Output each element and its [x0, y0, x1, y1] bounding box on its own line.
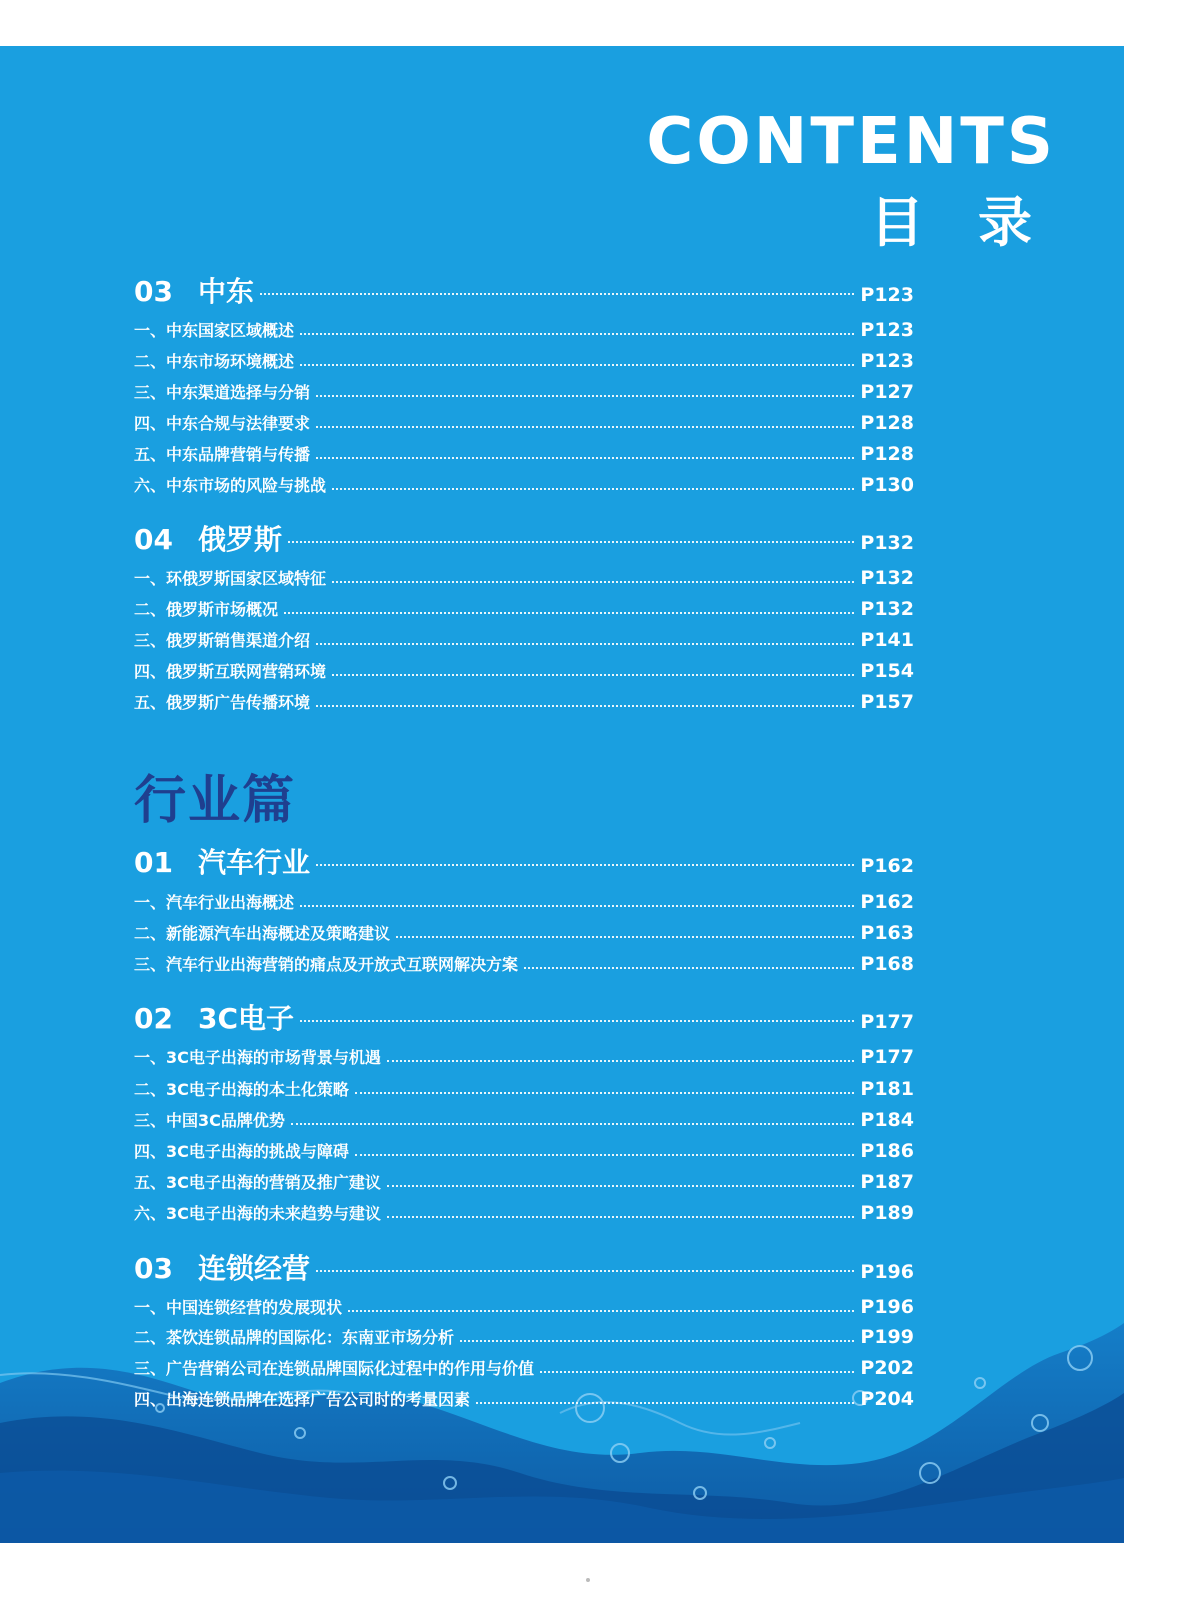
chapter-label — [134, 1247, 310, 1287]
chapter-page: P196 — [860, 1261, 914, 1283]
dot-leader — [348, 1310, 854, 1312]
item-page: P177 — [860, 1046, 914, 1068]
toc-item-row[interactable] — [134, 411, 914, 434]
dot-leader — [332, 581, 854, 583]
contents-title-en: CONTENTS — [646, 105, 1056, 179]
toc-item-row[interactable] — [134, 1045, 914, 1068]
dot-leader — [396, 936, 854, 938]
item-label: 五、3C电子出海的营销及推广建议 — [134, 1173, 381, 1192]
item-page: P168 — [860, 953, 914, 975]
toc-item-row[interactable] — [134, 952, 914, 975]
item-page: P187 — [860, 1171, 914, 1193]
chapter-number: 03 — [134, 1252, 173, 1285]
item-page: P204 — [860, 1388, 914, 1410]
dot-leader — [387, 1185, 855, 1187]
item-label: 二、中东市场环境概述 — [134, 352, 295, 371]
chapter-page: P123 — [860, 284, 914, 306]
dot-leader — [355, 1092, 855, 1094]
item-label: 二、3C电子出海的本土化策略 — [134, 1080, 349, 1099]
chapter-label — [134, 841, 310, 881]
dot-leader — [460, 1340, 854, 1342]
toc-item-row[interactable] — [134, 690, 914, 713]
item-page: P128 — [860, 412, 914, 434]
item-page: P196 — [860, 1296, 914, 1318]
item-label: 三、中东渠道选择与分销 — [134, 383, 311, 402]
toc-item-row[interactable] — [134, 1387, 914, 1410]
item-page: P199 — [860, 1326, 914, 1348]
dot-leader — [291, 1123, 855, 1125]
part-title: 行业篇 — [134, 771, 297, 831]
dot-leader — [387, 1216, 855, 1218]
item-label: 一、环俄罗斯国家区域特征 — [134, 569, 327, 588]
dot-leader — [260, 293, 854, 295]
item-label: 五、俄罗斯广告传播环境 — [134, 693, 311, 712]
item-page: P128 — [860, 443, 914, 465]
item-label: 二、俄罗斯市场概况 — [134, 600, 279, 619]
toc-item-row[interactable] — [134, 1077, 914, 1100]
chapter-label — [134, 518, 282, 558]
item-label: 二、新能源汽车出海概述及策略建议 — [134, 924, 391, 943]
toc-chapter-row[interactable] — [134, 518, 914, 558]
toc-chapter-row[interactable] — [134, 270, 914, 310]
chapter-label — [134, 997, 294, 1037]
toc-item-row[interactable] — [134, 890, 914, 913]
item-page: P186 — [860, 1140, 914, 1162]
toc-item-row[interactable] — [134, 1139, 914, 1162]
chapter-number: 03 — [134, 275, 173, 308]
chapter-title: 俄罗斯 — [198, 523, 283, 556]
toc-item-row[interactable] — [134, 1170, 914, 1193]
dot-leader — [288, 541, 854, 543]
toc-chapter-row[interactable] — [134, 841, 914, 881]
dot-leader — [316, 1270, 854, 1272]
item-label: 一、汽车行业出海概述 — [134, 893, 295, 912]
item-page: P127 — [860, 381, 914, 403]
dot-leader — [332, 488, 854, 490]
item-page: P189 — [860, 1202, 914, 1224]
item-page: P154 — [860, 660, 914, 682]
dot-leader — [316, 643, 854, 645]
item-label: 二、茶饮连锁品牌的国际化：东南亚市场分析 — [134, 1328, 455, 1347]
dot-leader — [316, 705, 854, 707]
contents-title-zh: 目录 — [870, 191, 1086, 254]
item-page: P130 — [860, 474, 914, 496]
dot-leader — [355, 1154, 855, 1156]
chapter-label — [134, 270, 254, 310]
toc-item-row[interactable] — [134, 318, 914, 341]
toc-item-row[interactable] — [134, 566, 914, 589]
chapter-page: P162 — [860, 855, 914, 877]
item-page: P141 — [860, 629, 914, 651]
toc-item-row[interactable] — [134, 473, 914, 496]
chapter-title: 3C电子 — [198, 1002, 295, 1035]
chapter-number: 02 — [134, 1002, 173, 1035]
item-label: 四、出海连锁品牌在选择广告公司时的考量因素 — [134, 1390, 471, 1409]
dot-leader — [300, 1020, 854, 1022]
chapter-page: P132 — [860, 532, 914, 554]
toc-item-row[interactable] — [134, 1108, 914, 1131]
chapter-title: 汽车行业 — [198, 846, 311, 879]
item-label: 一、3C电子出海的市场背景与机遇 — [134, 1048, 381, 1067]
toc-item-row[interactable] — [134, 442, 914, 465]
toc-item-row[interactable] — [134, 659, 914, 682]
chapter-number: 04 — [134, 523, 173, 556]
item-label: 六、中东市场的风险与挑战 — [134, 476, 327, 495]
page-marker-dot — [586, 1578, 590, 1582]
toc-chapter-row[interactable] — [134, 1247, 914, 1287]
item-label: 四、中东合规与法律要求 — [134, 414, 311, 433]
chapter-title: 连锁经营 — [198, 1252, 311, 1285]
item-page: P202 — [860, 1357, 914, 1379]
item-label: 三、中国3C品牌优势 — [134, 1111, 285, 1130]
item-page: P157 — [860, 691, 914, 713]
item-label: 三、俄罗斯销售渠道介绍 — [134, 631, 311, 650]
dot-leader — [300, 333, 854, 335]
toc-item-row[interactable] — [134, 1201, 914, 1224]
item-page: P184 — [860, 1109, 914, 1131]
toc-item-row[interactable] — [134, 1356, 914, 1379]
toc-item-row[interactable] — [134, 1295, 914, 1318]
toc-item-row[interactable] — [134, 628, 914, 651]
dot-leader — [540, 1371, 854, 1373]
dot-leader — [476, 1402, 854, 1404]
item-label: 四、3C电子出海的挑战与障碍 — [134, 1142, 349, 1161]
item-page: P132 — [860, 567, 914, 589]
dot-leader — [300, 905, 854, 907]
item-label: 一、中东国家区域概述 — [134, 321, 295, 340]
toc-item-row[interactable] — [134, 349, 914, 372]
item-page: P132 — [860, 598, 914, 620]
item-label: 五、中东品牌营销与传播 — [134, 445, 311, 464]
chapter-number: 01 — [134, 846, 173, 879]
dot-leader — [284, 612, 854, 614]
toc-item-row[interactable] — [134, 597, 914, 620]
toc-item-row[interactable] — [134, 1325, 914, 1348]
toc-chapter-row[interactable] — [134, 997, 914, 1037]
item-label: 三、广告营销公司在连锁品牌国际化过程中的作用与价值 — [134, 1359, 535, 1378]
item-page: P123 — [860, 319, 914, 341]
item-page: P162 — [860, 891, 914, 913]
toc-item-row[interactable] — [134, 380, 914, 403]
item-label: 三、汽车行业出海营销的痛点及开放式互联网解决方案 — [134, 955, 519, 974]
dot-leader — [316, 395, 854, 397]
dot-leader — [387, 1060, 855, 1062]
dot-leader — [316, 426, 854, 428]
dot-leader — [332, 674, 854, 676]
item-label: 一、中国连锁经营的发展现状 — [134, 1298, 343, 1317]
item-label: 四、俄罗斯互联网营销环境 — [134, 662, 327, 681]
toc-item-row[interactable] — [134, 921, 914, 944]
dot-leader — [316, 457, 854, 459]
dot-leader — [524, 967, 854, 969]
item-label: 六、3C电子出海的未来趋势与建议 — [134, 1204, 381, 1223]
dot-leader — [316, 864, 854, 866]
item-page: P163 — [860, 922, 914, 944]
item-page: P123 — [860, 350, 914, 372]
chapter-title: 中东 — [198, 275, 255, 308]
dot-leader — [300, 364, 854, 366]
item-page: P181 — [860, 1078, 914, 1100]
chapter-page: P177 — [860, 1011, 914, 1033]
contents-panel — [0, 46, 1124, 1543]
